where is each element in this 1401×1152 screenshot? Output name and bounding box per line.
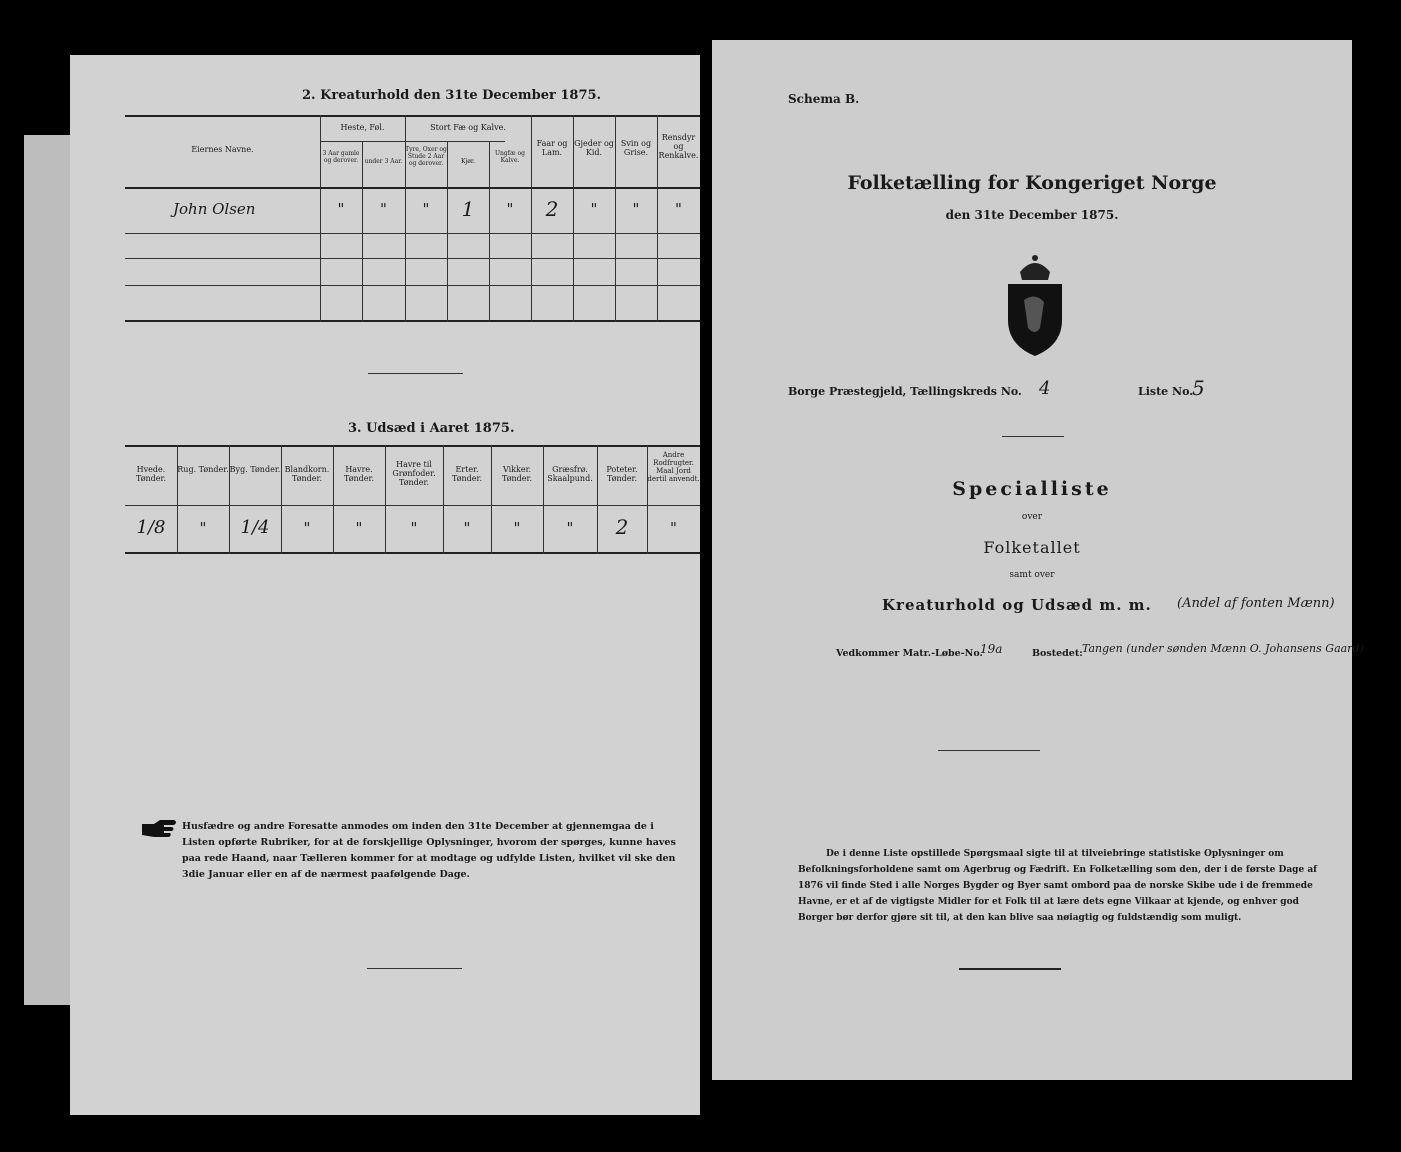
- table-cell: ": [675, 200, 682, 218]
- table-cell: ": [380, 200, 387, 218]
- horses-group-header: Heste, Føl.: [340, 123, 385, 132]
- table-cell: 1: [461, 197, 475, 221]
- bostedet-value: Tangen (under sønden Mænn O. Johansens Gaard): [1082, 642, 1364, 655]
- special-list-title: Specialliste: [952, 478, 1112, 500]
- notice-text: Husfædre og andre Foresatte anmodes om inden den 31te December at gjennemgaa de i Listen opførte Rubriker, for at de forskjellige Oplysninger, hvorom der spørges, kunne haves paa rede Haand, naar Tælleren kommer for at modtage og udfylde Listen, hvilket vil ske den 3die Januar eller en af de nærmest paafølgende Dage.: [182, 821, 676, 880]
- pointing-hand-icon: [140, 818, 180, 840]
- col-header: Græsfrø. Skaalpund.: [547, 465, 593, 484]
- divider: [368, 373, 463, 374]
- livestock-sowing-title: Kreaturhold og Udsæd m. m.: [882, 596, 1152, 614]
- col-header: Havre til Grønfoder. Tønder.: [392, 460, 436, 488]
- matr-label: Vedkommer Matr.-Løbe-No.: [836, 648, 983, 659]
- livestock-table: [125, 115, 700, 323]
- table-cell: ": [632, 200, 640, 218]
- right-page: [712, 40, 1364, 1080]
- table-cell: ": [337, 200, 345, 218]
- col-header: Svin og Grise.: [620, 139, 652, 158]
- handwritten-note: (Andel af fonten Mænn): [1177, 596, 1335, 611]
- divider: [1002, 436, 1064, 437]
- main-subtitle: den 31te December 1875.: [945, 208, 1119, 222]
- col-header: Vikker. Tønder.: [501, 465, 533, 484]
- table-cell: ": [422, 200, 430, 218]
- col-header: Hvede. Tønder.: [135, 465, 167, 484]
- table-cell: ": [410, 519, 418, 537]
- col-header: Andre Rodfrugter. Maal Jord dertil anvendt.: [647, 451, 700, 484]
- liste-label: Liste No.: [1138, 385, 1194, 398]
- main-title: Folketælling for Kongeriget Norge: [847, 172, 1217, 194]
- divider: [367, 968, 462, 969]
- table-cell: 1/4: [240, 517, 270, 538]
- table-cell: ": [199, 519, 207, 537]
- table-cell: ": [566, 519, 574, 537]
- samt-over-text: samt over: [1009, 570, 1055, 580]
- folketallet-text: Folketallet: [983, 538, 1081, 557]
- cattle-group-header: Stort Fæ og Kalve.: [430, 123, 506, 132]
- left-edge-strip: [24, 135, 70, 1005]
- district-value: 4: [1039, 378, 1051, 399]
- sowing-table: [125, 445, 700, 557]
- owner-name: John Olsen: [173, 200, 256, 218]
- table-cell: ": [670, 519, 677, 537]
- table-cell: ": [303, 519, 311, 537]
- table-cell: ": [513, 519, 521, 537]
- table-cell: 2: [615, 515, 629, 539]
- col-header: Rensdyr og Renkalve.: [658, 133, 699, 161]
- col-header: Blandkorn. Tønder.: [284, 465, 330, 484]
- table-cell: 1/8: [136, 517, 166, 538]
- col-header: Tyre, Oxer og Stude 2 Aar og derover.: [405, 146, 447, 167]
- table-cell: 2: [545, 197, 559, 221]
- section2-title: 2. Kreaturhold den 31te December 1875.: [302, 88, 602, 103]
- owner-header: Eiernes Navne.: [191, 145, 254, 154]
- col-header: Kjør.: [460, 158, 476, 165]
- col-header: Ungfæ og Kalve.: [495, 150, 525, 164]
- district-label: Borge Præstegjeld, Tællingskreds No.: [788, 385, 1022, 398]
- col-header: Rug. Tønder.: [177, 465, 229, 474]
- table-cell: ": [506, 200, 514, 218]
- col-header: Erter. Tønder.: [451, 465, 483, 484]
- table-cell: ": [590, 200, 598, 218]
- col-header: Poteter. Tønder.: [606, 465, 638, 484]
- matr-value: 19a: [980, 642, 1003, 656]
- divider: [938, 750, 1040, 751]
- coat-of-arms-icon: [1000, 250, 1070, 360]
- liste-value: 5: [1192, 376, 1205, 400]
- divider: [959, 968, 1061, 970]
- schema-label: Schema B.: [788, 92, 860, 106]
- col-header: 3 Aar gamle og derover.: [322, 150, 360, 164]
- left-page: [70, 55, 700, 1115]
- table-cell: ": [355, 519, 363, 537]
- col-header: Gjeder og Kid.: [574, 139, 614, 158]
- bostedet-label: Bostedet:: [1032, 648, 1083, 659]
- col-header: under 3 Aar.: [364, 158, 403, 165]
- table-cell: ": [463, 519, 471, 537]
- over-text: over: [1021, 512, 1043, 522]
- col-header: Havre. Tønder.: [343, 465, 375, 484]
- section3-title: 3. Udsæd i Aaret 1875.: [348, 421, 515, 436]
- col-header: Faar og Lam.: [536, 139, 568, 158]
- col-header: Byg. Tønder.: [229, 465, 281, 474]
- info-paragraph: De i denne Liste opstillede Spørgsmaal sigte til at tilveiebringe statistiske Oplysninger om Befolkningsforholdene samt om Agerbrug og Fædrift. En Folketælling som den, der i de første Dage af 1876 vil finde Sted i alle Norges Bygder og Byer samt ombord paa de norske Skibe ude i de fremmede Havne, er et af de vigtigste Midler for et Folk til at lære dets egne Vilkaar at kjende, og enhver god Borger bør derfor gjøre sit til, at den kan blive saa nøiagtig og fuldstændig som muligt.: [798, 849, 1318, 923]
